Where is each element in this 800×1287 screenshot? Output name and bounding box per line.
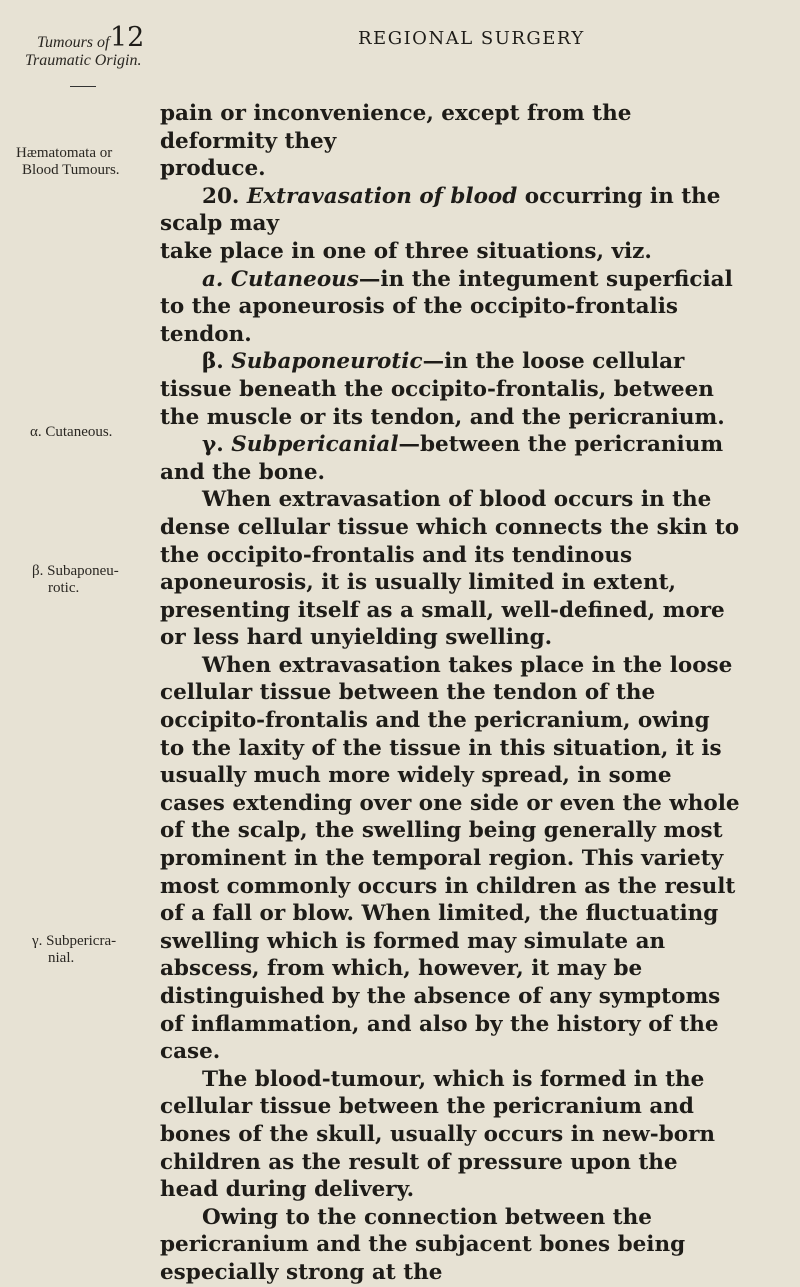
margin-note-subpericranial-1: γ. Subpericra-: [32, 933, 117, 949]
margin-note-subaponeurotic-1: β. Subaponeu-: [32, 563, 119, 579]
running-header: REGIONAL SURGERY: [358, 28, 585, 49]
paragraph-cutaneous: When extravasation of blood occurs in the dense cellular tissue which connects the skin to the occipito-frontalis and its tendinous aponeurosis, it is usually limited in extent, presenting itself as a small, well-defined, more or less hard unyielding swelling.: [160, 487, 740, 651]
margin-note-cutaneous: α. Cutaneous.: [30, 424, 113, 440]
margin-note-blood-tumours: Blood Tumours.: [22, 162, 120, 178]
definition-subaponeurotic: β. Subaponeurotic—in the loose cellular tissue beneath the occipito-frontalis, between the muscle or its tendon, and the pericranium.: [160, 349, 725, 430]
paragraph-subpericranial: The blood-tumour, which is formed in the cellular tissue between the pericranium and bones of the skull, usually occurs in new-born children as the result of pressure upon the head during delivery.: [160, 1066, 716, 1203]
body-text: [160, 100, 740, 1287]
section-20-paragraph: 20. Extravasation of blood occurring in the scalp may take place in one of three situations, viz.: [160, 183, 721, 264]
paragraph-last: Owing to the connection between the pericranium and the subjacent bones being especially strong at the: [160, 1204, 686, 1285]
margin-note-subaponeurotic-2: rotic.: [48, 580, 80, 596]
definition-subpericranial: γ. Subpericanial—between the pericranium and the bone.: [160, 432, 724, 485]
page-number: 12: [110, 22, 145, 53]
section-number: 20.: [202, 183, 240, 209]
section-title: Extravasation of blood: [246, 183, 518, 209]
paragraph-subaponeurotic: When extravasation takes place in the loose cellular tissue between the tendon of the occipito-frontalis and the pericranium, owing to the laxity of the tissue in this situation, it is usually much more widely spread, in some cases extending over one side or even the whole of the scalp, the swelling being generally most prominent in the temporal region. This variety most commonly occurs in children as the result of a fall or blow. When limited, the fluctuating swelling which is formed may simulate an abscess, from which, however, it may be distinguished by the absence of any symptoms of inflammation, and also by the history of the case.: [160, 652, 740, 1065]
margin-note-haematomata: Hæmatomata or: [16, 145, 113, 161]
running-side-title-2: Traumatic Origin.: [25, 52, 142, 69]
intro-paragraph: pain or inconvenience, except from the deformity they produce.: [160, 101, 632, 182]
running-side-title-1: Tumours of: [37, 34, 110, 51]
margin-note-subpericranial-2: nial.: [48, 950, 75, 966]
definition-cutaneous: a. Cutaneous—in the integument superficial to the aponeurosis of the occipito-frontalis tendon.: [160, 266, 733, 347]
side-dash-divider: [70, 86, 96, 87]
